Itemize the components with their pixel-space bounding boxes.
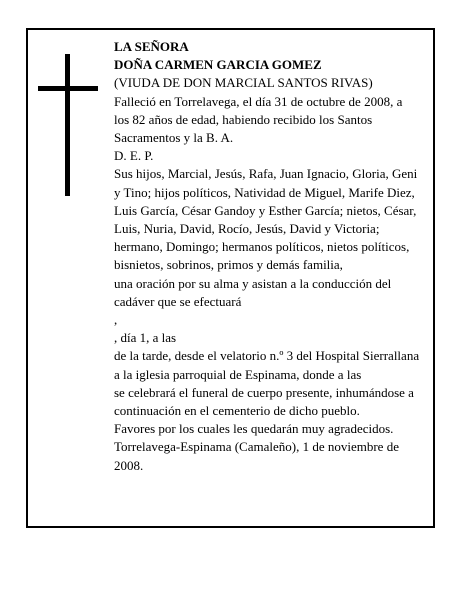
- deceased-name: DOÑA CARMEN GARCIA GOMEZ: [114, 57, 322, 73]
- prayer-request: una oración por su alma y asistan a la conducción del cadáver que se efectuará: [114, 275, 392, 309]
- wake-line: de la tarde, desde el velatorio n.º 3 del Hospital Sierrallana a la iglesia parroquial de Espinama, donde a las: [114, 348, 420, 382]
- thanks-line: Favores por los cuales les quedarán muy agradecidos.: [114, 421, 394, 437]
- family-list: Sus hijos, Marcial, Jesús, Rafa, Juan Ignacio, Gloria, Geni y Tino; hijos políticos, Natividad de Miguel, Marife Diez, Luis García, César Gandoy y Esther García; nietos, César, Luis, Nuria, David, Rocío, Jesús, David y Victoria; hermano, Domingo; hermanos políticos, nietos políticos, bisnietos, sobrinos, primos y demás familia,: [114, 166, 418, 273]
- place-date: Torrelavega-Espinama (Camaleño), 1 de noviembre de 2008.: [114, 439, 399, 473]
- death-info: Falleció en Torrelavega, el día 31 de octubre de 2008, a los 82 años de edad, habiendo recibido los Santos Sacramentos y la B. A.: [114, 93, 403, 146]
- rip-text: D. E. P.: [114, 148, 154, 164]
- obituary-text: [114, 38, 420, 475]
- funeral-line: se celebrará el funeral de cuerpo presente, inhumándose a continuación en el cementerio de dicho pueblo.: [114, 384, 414, 419]
- cross-vertical-bar: [65, 54, 70, 196]
- day-line: , día 1, a las: [114, 330, 177, 346]
- cross-horizontal-bar: [38, 86, 98, 91]
- comma-line: ,: [114, 312, 118, 328]
- title-line-1: LA SEÑORA: [114, 39, 189, 54]
- widow-subtitle: (VIUDA DE DON MARCIAL SANTOS RIVAS): [114, 75, 373, 91]
